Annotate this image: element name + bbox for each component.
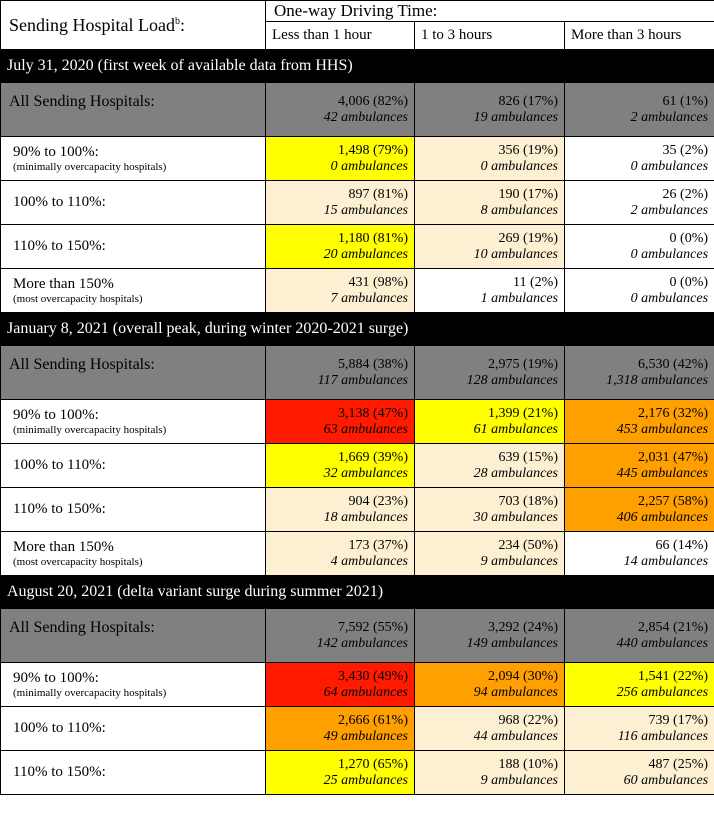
count-value: 234 (50%) (498, 537, 558, 553)
value-cell (565, 400, 714, 444)
count-value: 897 (81%) (348, 186, 408, 202)
ambulance-count: 2 ambulances (630, 109, 709, 125)
load-row (1, 269, 714, 313)
load-label (1, 488, 266, 532)
ambulance-count: 453 ambulances (616, 421, 709, 437)
section-title: January 8, 2021 (overall peak, during winter 2020-2021 surge) (1, 313, 714, 346)
column-header-1to3h: 1 to 3 hours (415, 22, 565, 50)
count-value: 2,854 (21%) (638, 619, 709, 635)
row-header-title: Sending Hospital Load$^b$: (1, 1, 266, 50)
count-value: 356 (19%) (498, 142, 558, 158)
count-value: 173 (37%) (348, 537, 408, 553)
count-value: 66 (14%) (655, 537, 709, 553)
section-title: July 31, 2020 (first week of available data from HHS) (1, 50, 714, 83)
ambulance-count: 128 ambulances (466, 372, 558, 388)
section-header-row (1, 576, 714, 609)
count-value: 431 (98%) (348, 274, 408, 290)
all-hospitals-label: All Sending Hospitals: (1, 346, 266, 400)
count-value: 2,176 (32%) (638, 405, 709, 421)
ambulance-count: 116 ambulances (617, 728, 709, 744)
count-value: 3,138 (47%) (338, 405, 408, 421)
load-range: More than 150% (13, 275, 114, 292)
ambulance-count: 20 ambulances (323, 246, 408, 262)
ambulance-count: 256 ambulances (616, 684, 709, 700)
ambulance-count: 0 ambulances (480, 158, 558, 174)
value-cell (266, 609, 415, 663)
ambulance-count: 9 ambulances (480, 553, 558, 569)
count-value: 739 (17%) (648, 712, 709, 728)
value-cell (565, 532, 714, 576)
ambulance-count: 445 ambulances (616, 465, 709, 481)
count-value: 2,666 (61%) (338, 712, 408, 728)
load-label (1, 400, 266, 444)
count-value: 7,592 (55%) (338, 619, 408, 635)
value-cell (565, 751, 714, 795)
count-value: 826 (17%) (498, 93, 558, 109)
ambulance-count: 0 ambulances (630, 246, 709, 262)
load-label (1, 225, 266, 269)
load-label (1, 269, 266, 313)
load-row (1, 707, 714, 751)
ambulance-count: 8 ambulances (480, 202, 558, 218)
value-cell (415, 663, 565, 707)
load-row (1, 181, 714, 225)
ambulance-count: 32 ambulances (323, 465, 408, 481)
load-label (1, 532, 266, 576)
ambulance-count: 28 ambulances (473, 465, 558, 481)
ambulance-count: 1,318 ambulances (606, 372, 709, 388)
count-value: 1,270 (65%) (338, 756, 408, 772)
load-range: 90% to 100%: (13, 406, 99, 423)
count-value: 1,399 (21%) (488, 405, 558, 421)
count-value: 190 (17%) (498, 186, 558, 202)
ambulance-count: 1 ambulances (480, 290, 558, 306)
value-cell (415, 707, 565, 751)
count-value: 5,884 (38%) (338, 356, 408, 372)
count-value: 2,031 (47%) (638, 449, 709, 465)
value-cell (565, 137, 714, 181)
ambulance-count: 4 ambulances (330, 553, 408, 569)
ambulance-count: 142 ambulances (316, 635, 408, 651)
load-note: (minimally overcapacity hospitals) (13, 423, 167, 436)
value-cell (565, 181, 714, 225)
count-value: 4,006 (82%) (338, 93, 408, 109)
ambulance-count: 42 ambulances (323, 109, 408, 125)
ambulance-count: 60 ambulances (623, 772, 709, 788)
load-row (1, 444, 714, 488)
value-cell (565, 225, 714, 269)
value-cell (415, 532, 565, 576)
ambulance-count: 0 ambulances (330, 158, 408, 174)
section-header-row (1, 50, 714, 83)
ambulance-count: 14 ambulances (623, 553, 709, 569)
count-value: 3,430 (49%) (338, 668, 408, 684)
ambulance-count: 30 ambulances (473, 509, 558, 525)
value-cell (565, 609, 714, 663)
count-value: 269 (19%) (498, 230, 558, 246)
count-value: 487 (25%) (648, 756, 709, 772)
count-value: 35 (2%) (662, 142, 709, 158)
count-value: 26 (2%) (662, 186, 709, 202)
value-cell (266, 225, 415, 269)
count-value: 1,541 (22%) (638, 668, 709, 684)
value-cell (415, 181, 565, 225)
ambulance-count: 9 ambulances (480, 772, 558, 788)
value-cell (266, 400, 415, 444)
value-cell (266, 83, 415, 137)
all-hospitals-label: All Sending Hospitals: (1, 83, 266, 137)
value-cell (266, 488, 415, 532)
load-range: 110% to 150%: (13, 238, 106, 254)
value-cell (565, 663, 714, 707)
value-cell (266, 444, 415, 488)
count-value: 61 (1%) (662, 93, 709, 109)
load-label (1, 707, 266, 751)
count-value: 3,292 (24%) (488, 619, 558, 635)
load-range: 100% to 110%: (13, 457, 106, 473)
value-cell (266, 707, 415, 751)
ambulance-count: 18 ambulances (323, 509, 408, 525)
value-cell (565, 346, 714, 400)
ambulance-count: 149 ambulances (466, 635, 558, 651)
column-group-title: One-way Driving Time: (266, 1, 714, 22)
ambulance-count: 44 ambulances (473, 728, 558, 744)
value-cell (565, 83, 714, 137)
load-range: 90% to 100%: (13, 669, 99, 686)
ambulance-count: 94 ambulances (473, 684, 558, 700)
value-cell (266, 751, 415, 795)
value-cell (415, 400, 565, 444)
ambulance-count: 49 ambulances (323, 728, 408, 744)
value-cell (266, 181, 415, 225)
value-cell (415, 346, 565, 400)
count-value: 0 (0%) (669, 230, 709, 246)
load-range: 100% to 110%: (13, 194, 106, 210)
count-value: 188 (10%) (498, 756, 558, 772)
column-header-lt1h: Less than 1 hour (266, 22, 415, 50)
ambulance-count: 63 ambulances (323, 421, 408, 437)
load-range: 110% to 150%: (13, 501, 106, 517)
count-value: 1,669 (39%) (338, 449, 408, 465)
ambulance-count: 25 ambulances (323, 772, 408, 788)
load-range: 110% to 150%: (13, 764, 106, 780)
section-header-row (1, 313, 714, 346)
all-hospitals-label: All Sending Hospitals: (1, 609, 266, 663)
column-header-gt3h: More than 3 hours (565, 22, 714, 50)
value-cell (415, 225, 565, 269)
all-hospitals-row (1, 346, 714, 400)
load-row (1, 137, 714, 181)
load-label (1, 137, 266, 181)
load-label (1, 444, 266, 488)
load-range: 100% to 110%: (13, 720, 106, 736)
all-hospitals-row (1, 83, 714, 137)
load-note: (minimally overcapacity hospitals) (13, 160, 167, 173)
value-cell (266, 532, 415, 576)
count-value: 1,180 (81%) (338, 230, 408, 246)
load-row (1, 225, 714, 269)
load-label (1, 663, 266, 707)
load-row (1, 532, 714, 576)
load-range: More than 150% (13, 538, 114, 555)
load-note: (most overcapacity hospitals) (13, 292, 143, 305)
count-value: 703 (18%) (498, 493, 558, 509)
value-cell (565, 444, 714, 488)
count-value: 2,094 (30%) (488, 668, 558, 684)
load-row (1, 488, 714, 532)
ambulance-count: 64 ambulances (323, 684, 408, 700)
ambulance-count: 0 ambulances (630, 158, 709, 174)
count-value: 2,975 (19%) (488, 356, 558, 372)
ambulance-count: 2 ambulances (630, 202, 709, 218)
value-cell (565, 707, 714, 751)
load-row (1, 400, 714, 444)
load-note: (most overcapacity hospitals) (13, 555, 143, 568)
value-cell (415, 751, 565, 795)
count-value: 6,530 (42%) (638, 356, 709, 372)
ambulance-count: 7 ambulances (330, 290, 408, 306)
value-cell (266, 663, 415, 707)
ambulance-count: 440 ambulances (616, 635, 709, 651)
ambulance-count: 61 ambulances (473, 421, 558, 437)
load-range: 90% to 100%: (13, 143, 99, 160)
ambulance-count: 15 ambulances (323, 202, 408, 218)
value-cell (415, 137, 565, 181)
value-cell (266, 346, 415, 400)
count-value: 639 (15%) (498, 449, 558, 465)
value-cell (415, 488, 565, 532)
value-cell (266, 269, 415, 313)
count-value: 0 (0%) (669, 274, 709, 290)
ambulance-count: 19 ambulances (473, 109, 558, 125)
ambulance-count: 117 ambulances (317, 372, 408, 388)
load-note: (minimally overcapacity hospitals) (13, 686, 167, 699)
value-cell (415, 609, 565, 663)
value-cell (266, 137, 415, 181)
count-value: 968 (22%) (498, 712, 558, 728)
load-row (1, 663, 714, 707)
ambulance-count: 0 ambulances (630, 290, 709, 306)
count-value: 1,498 (79%) (338, 142, 408, 158)
value-cell (415, 444, 565, 488)
value-cell (415, 83, 565, 137)
count-value: 2,257 (58%) (638, 493, 709, 509)
value-cell (565, 488, 714, 532)
load-label (1, 751, 266, 795)
ambulance-count: 406 ambulances (616, 509, 709, 525)
count-value: 904 (23%) (348, 493, 408, 509)
ambulance-count: 10 ambulances (473, 246, 558, 262)
count-value: 11 (2%) (513, 274, 558, 290)
value-cell (415, 269, 565, 313)
load-row (1, 751, 714, 795)
all-hospitals-row (1, 609, 714, 663)
load-label (1, 181, 266, 225)
value-cell (565, 269, 714, 313)
section-title: August 20, 2021 (delta variant surge during summer 2021) (1, 576, 714, 609)
